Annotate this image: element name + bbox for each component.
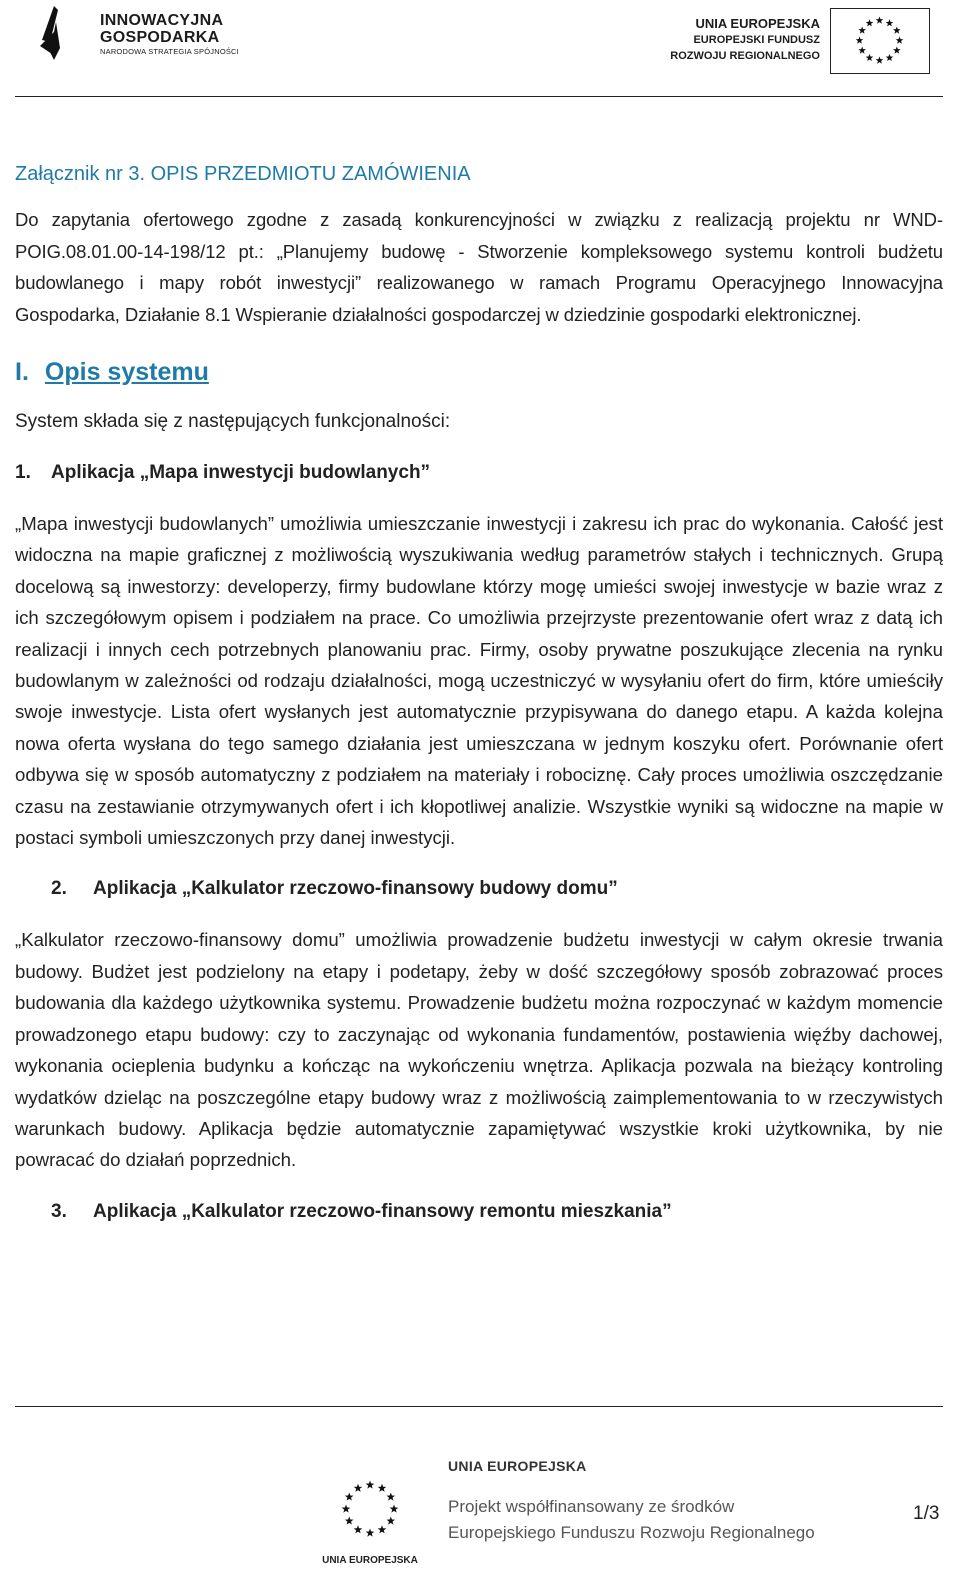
page-number: 1/3 — [913, 1503, 940, 1524]
eu-star-icon — [345, 1517, 354, 1525]
section-title: Opis systemu — [44, 358, 209, 386]
eu-flag-icon — [830, 8, 930, 74]
footer-project-line2: Europejskiego Funduszu Rozwoju Regionalnego — [448, 1523, 815, 1542]
page-footer — [320, 1455, 960, 1570]
eu-star-icon — [378, 1484, 387, 1492]
app-number: 1. — [15, 462, 31, 483]
eu-star-icon — [378, 1525, 387, 1533]
eu-star-icon — [387, 1493, 396, 1501]
header-divider — [15, 96, 943, 97]
app-heading-3 — [15, 1196, 943, 1227]
eu-flag-footer-icon — [320, 1467, 420, 1567]
ig-logo-line3: NARODOWA STRATEGIA SPÓJNOŚCI — [100, 47, 239, 56]
ig-logo-line1: INNOWACYJNA — [100, 12, 224, 29]
app-heading-2 — [15, 873, 943, 904]
ig-logo-line2: GOSPODARKA — [100, 29, 220, 46]
eu-star-icon — [896, 37, 904, 44]
eu-star-icon — [390, 1505, 399, 1513]
document-body — [15, 158, 943, 1227]
flag-caption: UNIA EUROPEJSKA — [322, 1555, 418, 1566]
eu-star-icon — [858, 47, 866, 54]
eu-star-icon — [893, 27, 901, 34]
footer-project-line1: Projekt współfinansowany ze środków — [448, 1497, 735, 1516]
app-number: 2. — [51, 878, 67, 900]
eu-star-icon — [866, 54, 874, 61]
section-number: I. — [15, 358, 29, 386]
app-description-2: „Kalkulator rzeczowo-finansowy domu” umożliwia prowadzenie budżetu inwestycji w całym okresie trwania budowy. Budżet jest podzielony na etapy i podetapy, żeby w dość szczegółowy sposób zobrazować proces budowania dla każdego użytkownika systemu. Prowadzenie budżetu można rozpoczynać w każdym momencie prowadzonego etapu budowy: czy to zaczynając od wykonania fundamentów, postawienia więźby dachowej, wykonania ocieplenia budynku a kończąc na wykończeniu wnętrza. Aplikacja pozwala na bieżący kontroling wydatków dzieląc na poszczególne etapy budowy wraz z możliwością zaimplementowania to w rzeczywistych warunkach budowy. Aplikacja będzie automatycznie zapamiętywać wszystkie kroki użytkownika, by nie powracać do działań poprzednich. — [15, 929, 943, 1171]
eu-star-icon — [866, 19, 874, 26]
section-heading — [15, 352, 943, 392]
eu-logo-line1: UNIA EUROPEJSKA — [695, 16, 820, 31]
app-title: Aplikacja „Mapa inwestycji budowlanych” — [51, 462, 431, 483]
app-heading-1 — [15, 457, 943, 488]
page-header — [0, 0, 960, 80]
eu-star-icon — [858, 27, 866, 34]
innowacyjna-gospodarka-logo — [40, 2, 250, 64]
eu-star-icon — [876, 57, 884, 64]
eu-star-icon — [354, 1525, 363, 1533]
app-number: 3. — [51, 1200, 67, 1222]
eu-star-icon — [886, 19, 894, 26]
eu-star-icon — [366, 1481, 375, 1489]
footer-eu-label: UNIA EUROPEJSKA — [448, 1458, 587, 1474]
eu-fund-logo — [630, 8, 930, 78]
eu-logo-line2: EUROPEJSKI FUNDUSZ — [693, 34, 820, 46]
intro-paragraph: Do zapytania ofertowego zgodne z zasadą konkurencyjności w związku z realizacją projektu nr WND-POIG.08.01.00-14-198/12 pt.: „Planujemy budowę - Stworzenie kompleksowego systemu kontroli budżetu budowlanego i mapy robót inwestycji” realizowanego w ramach Programu Operacyjnego Innowacyjna Gospodarka, Działanie 8.1 Wspieranie działalności gospodarczej w dziedzinie gospodarki elektronicznej. — [15, 209, 943, 325]
eu-star-icon — [342, 1505, 351, 1513]
functions-lead: System składa się z następujących funkcjonalności: — [15, 411, 451, 432]
eu-star-icon — [893, 47, 901, 54]
eu-star-icon — [886, 54, 894, 61]
eu-star-icon — [345, 1493, 354, 1501]
eu-star-icon — [387, 1517, 396, 1525]
app-title: Aplikacja „Kalkulator rzeczowo-finansowy budowy domu” — [93, 878, 618, 900]
eu-logo-line3: ROZWOJU REGIONALNEGO — [670, 50, 820, 62]
footer-divider — [15, 1406, 943, 1407]
eu-star-icon — [366, 1529, 375, 1537]
annex-title: Załącznik nr 3. OPIS PRZEDMIOTU ZAMÓWIENIA — [15, 163, 471, 185]
eu-star-icon — [354, 1484, 363, 1492]
eu-star-icon — [856, 37, 864, 44]
app-title: Aplikacja „Kalkulator rzeczowo-finansowy remontu mieszkania” — [93, 1200, 672, 1222]
eu-star-icon — [876, 17, 884, 24]
app-description-1: „Mapa inwestycji budowlanych” umożliwia umieszczanie inwestycji i zakresu ich prac do wykonania. Całość jest widoczna na mapie graficznej z możliwością wyszukiwania według parametrów stałych i technicznych. Grupą docelową są inwestorzy: developerzy, firmy budowlane którzy mogę umieści swojej inwestycje w bazie wraz z ich szczegółowym opisem i podziałem na prace. Co umożliwia przejrzyste prezentowanie ofert wraz z datą ich realizacji i innych cech potrzebnych planowaniu prac. Firmy, osoby prywatne poszukujące zlecenia na rynku budowlanym w zależności od rodzaju działalności, mogą uczestniczyć w wysyłaniu ofert do firm, które umieściły swoje inwestycje. Lista ofert wysłanych jest automatycznie przypisywana do danego etapu. A każda kolejna nowa oferta wysłana do tego samego działania jest umieszczana w jednym koszyku ofert. Porównanie ofert odbywa się w sposób automatyczny z podziałem na materiały i robociznę. Cały proces umożliwia oszczędzanie czasu na zestawianie otrzymywanych ofert i ich kłopotliwej analizie. Wszystkie wyniki są widoczne na mapie w postaci symboli umieszczonych przy danej inwestycji. — [15, 513, 943, 849]
